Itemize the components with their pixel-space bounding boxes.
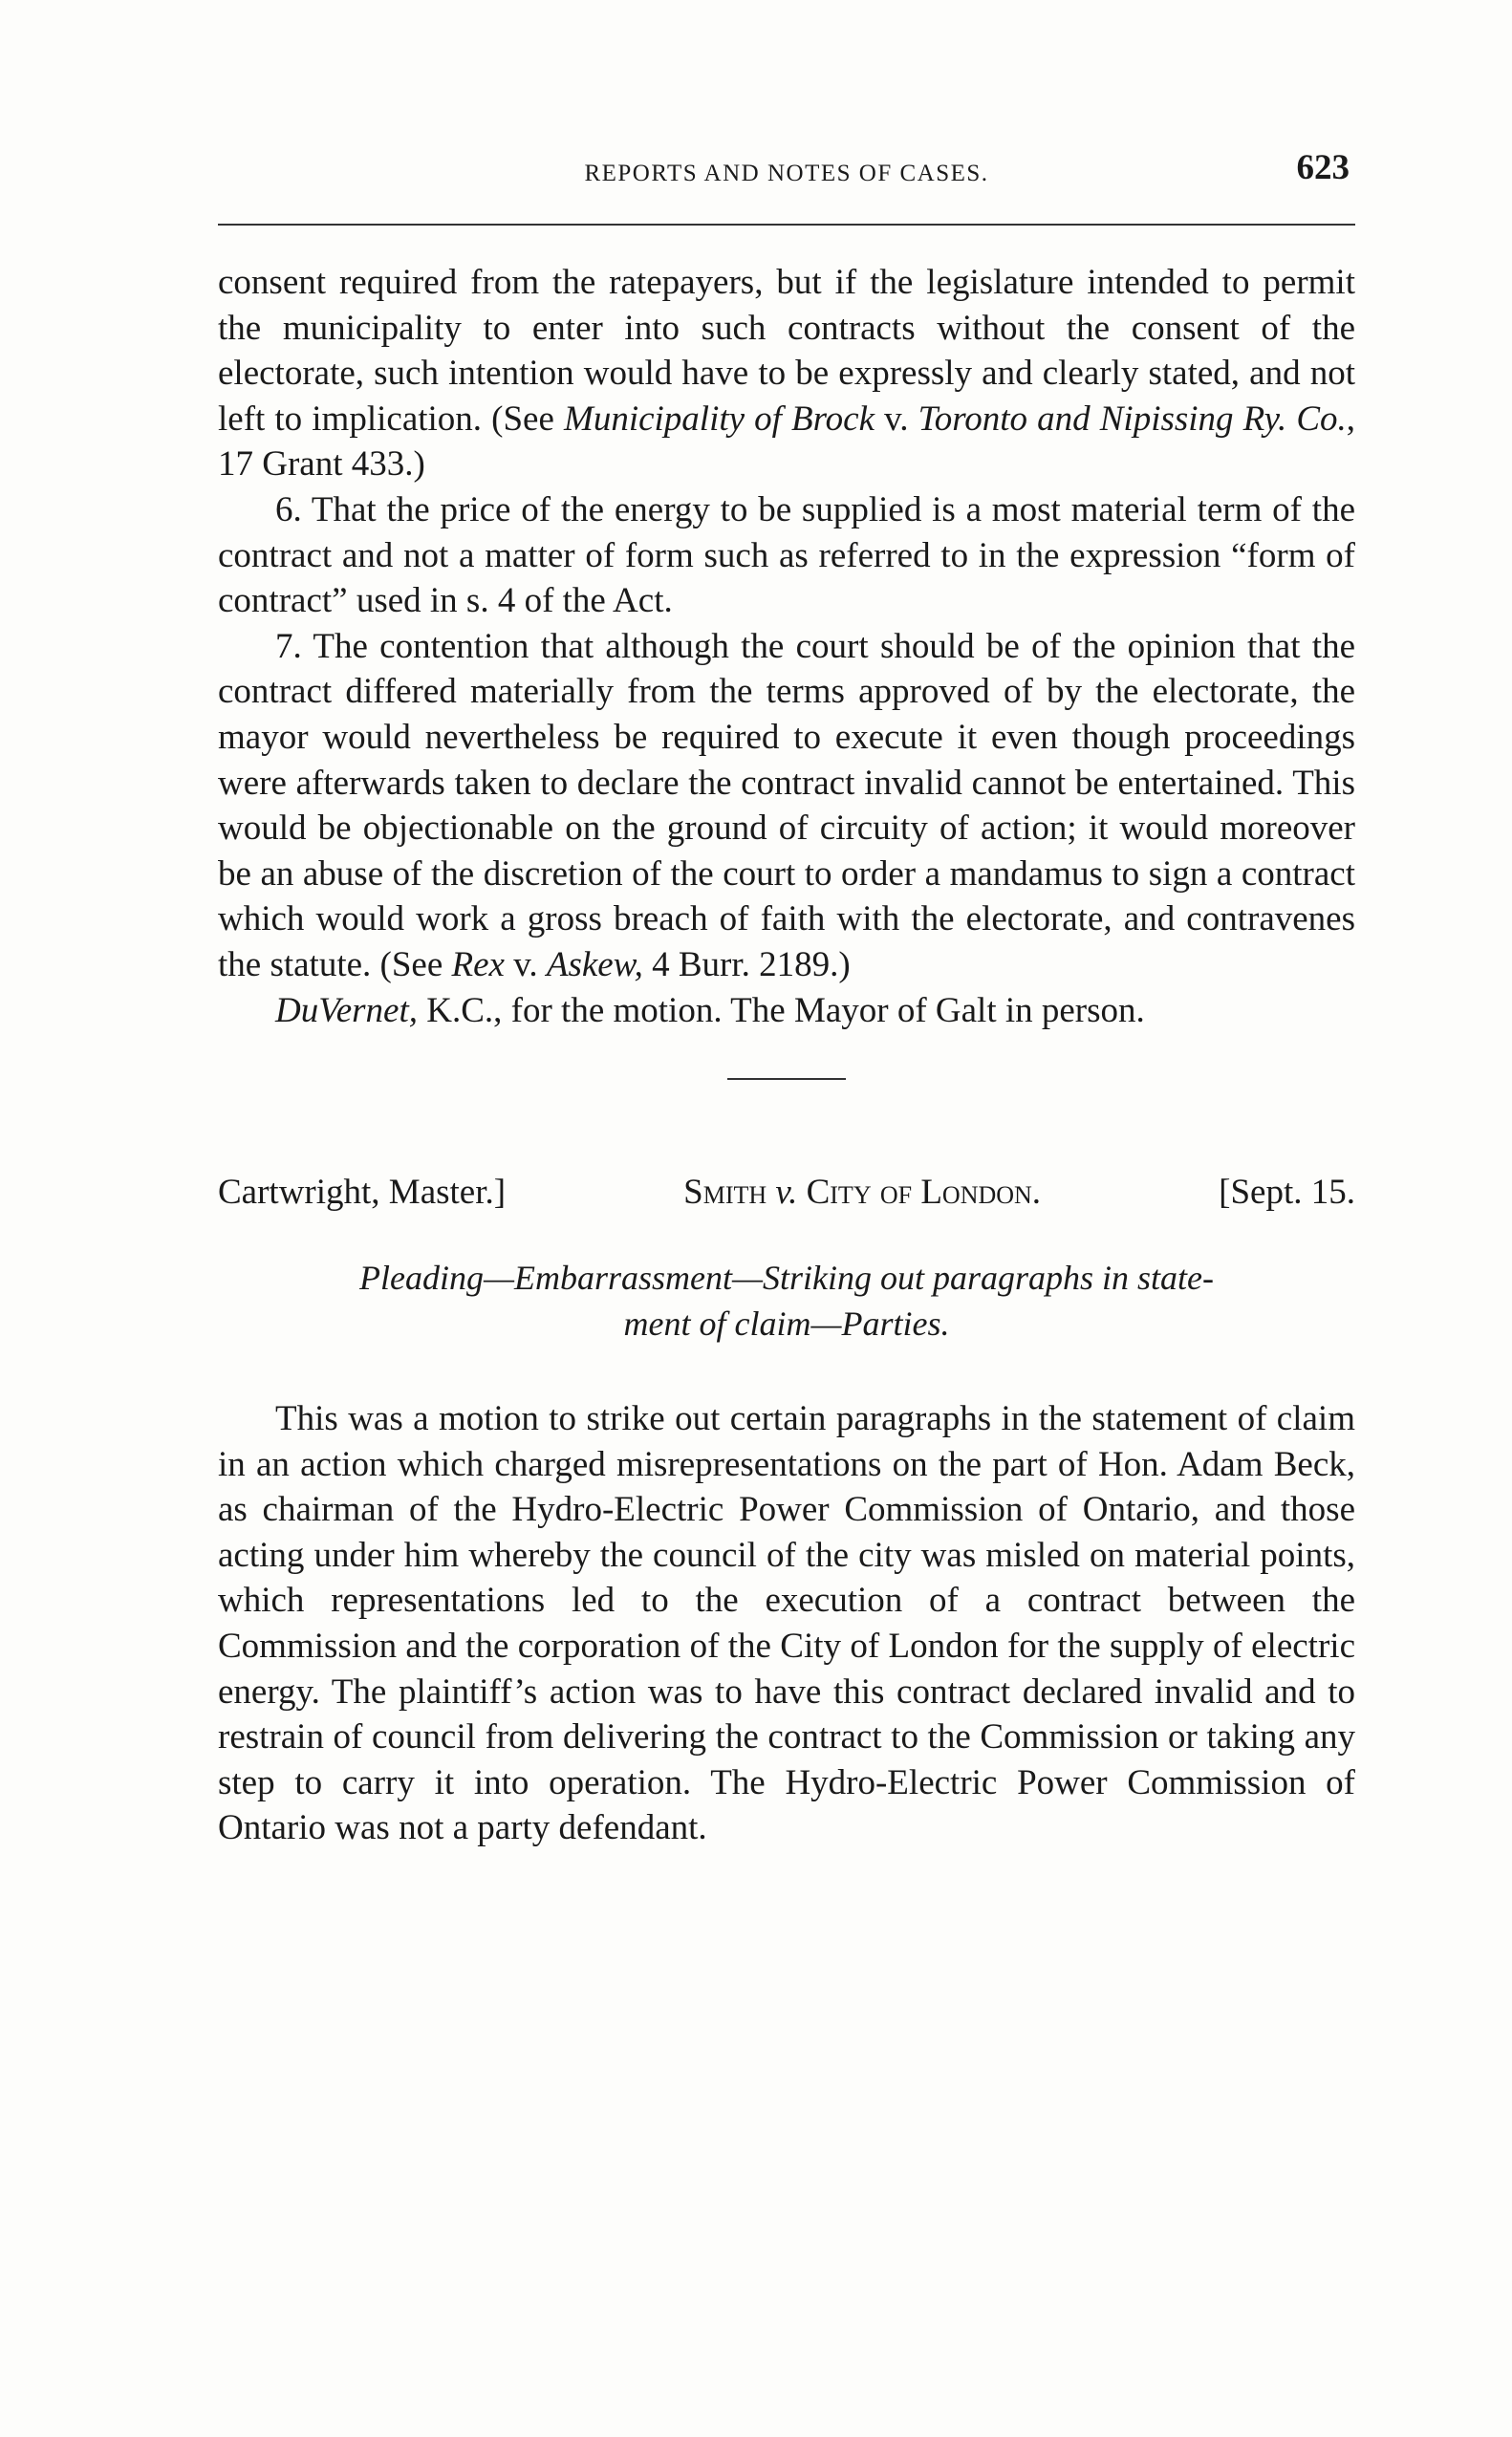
case-date: [Sept. 15. xyxy=(1219,1173,1355,1213)
case-citation: Rex xyxy=(451,944,505,984)
judge: Cartwright, Master.] xyxy=(218,1173,507,1213)
page-body xyxy=(218,260,1355,1851)
head-note: Pleading—Embarrassment—Striking out paragraphs in state- ment of claim—Parties. xyxy=(358,1259,1214,1344)
counsel-paragraph: DuVernet, K.C., for the motion. The Mayor of Galt in person. xyxy=(275,990,1145,1030)
page-number: 623 xyxy=(1296,148,1350,187)
case-title: Smith v. City of London. xyxy=(683,1173,1042,1213)
main-paragraph: This was a motion to strike out certain paragraphs in the statement of claim in an action which charged misrepresentations on the part of Hon. Adam Beck, as chairman of the Hydro-Electric Power Commission of Ontario, and those acting under him whereby the council of the city was misled on material points, which representations led to the execution of a contract between the Commission and the corporation of the City of London for the supply of electric energy. The plaintiff’s action was to have this contract declared invalid and to restrain of council from delivering the contract to the Commission or taking any step to carry it into operation. The Hydro-Electric Power Commission of Ontario was not a party defendant. xyxy=(218,1399,1355,1848)
case-citation: Toronto and Nipissing Ry. Co. xyxy=(918,399,1347,439)
point-7-paragraph: 7. The contention that although the court should be of the opinion that the contract differed materially from the terms approved of by the electorate, the mayor would nevertheless be required to execute it even though proceedings were afterwards taken to declare the contract invalid cannot be entertained. This would be objectionable on the ground of circuity of action; it would moreover be an abuse of the discretion of the court to order a mandamus to sign a contract which would work a gross breach of faith with the electorate, and contravenes the statute. (See Rex v. Askew, 4 Burr. 2189.) xyxy=(218,626,1355,984)
page-header xyxy=(218,141,1355,189)
running-head: REPORTS AND NOTES OF CASES. xyxy=(584,161,989,186)
case-citation: Askew, xyxy=(546,944,643,984)
case-heading xyxy=(218,1169,1355,1217)
point-6-paragraph: 6. That the price of the energy to be supplied is a most material term of the contract and not a matter of form such as referred to in the expression “form of contract” used in s. 4 of the Act. xyxy=(218,489,1355,621)
case-citation: Municipality of Brock xyxy=(564,399,875,439)
header-rule xyxy=(218,224,1355,226)
counsel-name: DuVernet, xyxy=(275,990,418,1030)
continuation-paragraph: consent required from the ratepayers, but if the legislature intended to permit the municipality to enter into such contracts without the consent of the electorate, such intention would have to be expressly and clearly stated, and not left to implication. (See Municipality of Brock v. Toronto and Nipissing Ry. Co., 17 Grant 433.) xyxy=(218,263,1355,485)
section-separator xyxy=(727,1078,846,1080)
